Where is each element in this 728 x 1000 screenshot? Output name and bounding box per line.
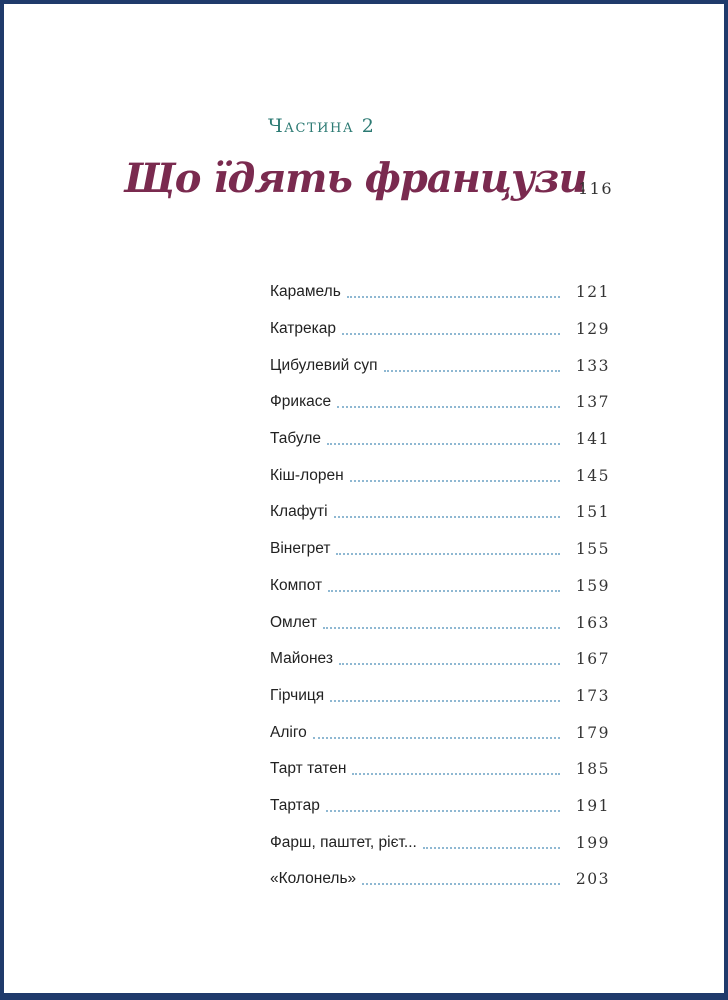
toc-entry-page: 121 xyxy=(575,283,610,302)
toc-entry-title: Фрикасе xyxy=(270,393,337,411)
toc-entry-page: 133 xyxy=(575,356,610,375)
table-of-contents xyxy=(270,274,610,898)
toc-entry-page: 145 xyxy=(575,466,610,485)
toc-entry-page: 191 xyxy=(575,796,610,815)
toc-entry-page: 203 xyxy=(575,870,610,889)
toc-entry[interactable] xyxy=(270,421,610,458)
toc-entry-page: 167 xyxy=(575,650,610,669)
toc-entry[interactable] xyxy=(270,604,610,641)
toc-entry-title: Фарш, паштет, рієт... xyxy=(270,834,423,852)
toc-entry-page: 199 xyxy=(575,833,610,852)
toc-leader-dots xyxy=(323,626,560,629)
toc-entry[interactable] xyxy=(270,384,610,421)
toc-leader-dots xyxy=(327,442,560,445)
toc-entry-title: Компот xyxy=(270,577,328,595)
toc-entry-title: Тарт татен xyxy=(270,760,352,778)
toc-entry-title: Гірчиця xyxy=(270,687,330,705)
toc-entry[interactable] xyxy=(270,788,610,825)
toc-leader-dots xyxy=(313,736,560,739)
toc-leader-dots xyxy=(330,699,560,702)
toc-entry-title: Вінегрет xyxy=(270,540,336,558)
toc-entry[interactable] xyxy=(270,531,610,568)
toc-leader-dots xyxy=(362,882,560,885)
toc-leader-dots xyxy=(384,369,561,372)
toc-entry[interactable] xyxy=(270,457,610,494)
toc-leader-dots xyxy=(342,332,560,335)
toc-entry-title: Карамель xyxy=(270,283,347,301)
toc-leader-dots xyxy=(347,295,560,298)
toc-entry-page: 137 xyxy=(575,393,610,412)
toc-leader-dots xyxy=(326,809,560,812)
toc-entry[interactable] xyxy=(270,347,610,384)
toc-entry-title: Клафуті xyxy=(270,503,334,521)
toc-entry-title: Кіш-лорен xyxy=(270,467,350,485)
toc-entry-title: «Колонель» xyxy=(270,870,362,888)
toc-entry-page: 129 xyxy=(575,320,610,339)
toc-entry[interactable] xyxy=(270,824,610,861)
toc-entry-title: Цибулевий суп xyxy=(270,357,384,375)
toc-leader-dots xyxy=(339,662,560,665)
toc-entry-page: 141 xyxy=(575,430,610,449)
toc-entry-page: 155 xyxy=(575,540,610,559)
toc-entry[interactable] xyxy=(270,641,610,678)
toc-entry-page: 179 xyxy=(575,723,610,742)
toc-entry[interactable] xyxy=(270,274,610,311)
toc-entry[interactable] xyxy=(270,678,610,715)
toc-entry[interactable] xyxy=(270,568,610,605)
toc-entry-page: 185 xyxy=(575,760,610,779)
toc-leader-dots xyxy=(334,515,560,518)
toc-entry[interactable] xyxy=(270,311,610,348)
toc-entry-title: Катрекар xyxy=(270,320,342,338)
part-page-number: 116 xyxy=(578,179,614,198)
part-title: Що їдять французи xyxy=(124,155,587,202)
toc-entry-title: Тартар xyxy=(270,797,326,815)
toc-entry-title: Майонез xyxy=(270,650,339,668)
toc-leader-dots xyxy=(337,405,560,408)
toc-leader-dots xyxy=(328,589,560,592)
toc-entry[interactable] xyxy=(270,714,610,751)
toc-entry-page: 163 xyxy=(575,613,610,632)
toc-leader-dots xyxy=(352,772,560,775)
toc-entry-page: 159 xyxy=(575,576,610,595)
toc-entry-page: 173 xyxy=(575,686,610,705)
toc-entry-page: 151 xyxy=(575,503,610,522)
toc-leader-dots xyxy=(423,846,560,849)
part-label: Частина 2 xyxy=(268,115,376,137)
toc-entry-title: Аліго xyxy=(270,724,313,742)
toc-entry-title: Омлет xyxy=(270,614,323,632)
toc-entry[interactable] xyxy=(270,861,610,898)
toc-entry[interactable] xyxy=(270,751,610,788)
toc-leader-dots xyxy=(350,479,560,482)
toc-entry[interactable] xyxy=(270,494,610,531)
toc-leader-dots xyxy=(336,552,560,555)
toc-entry-title: Табуле xyxy=(270,430,327,448)
